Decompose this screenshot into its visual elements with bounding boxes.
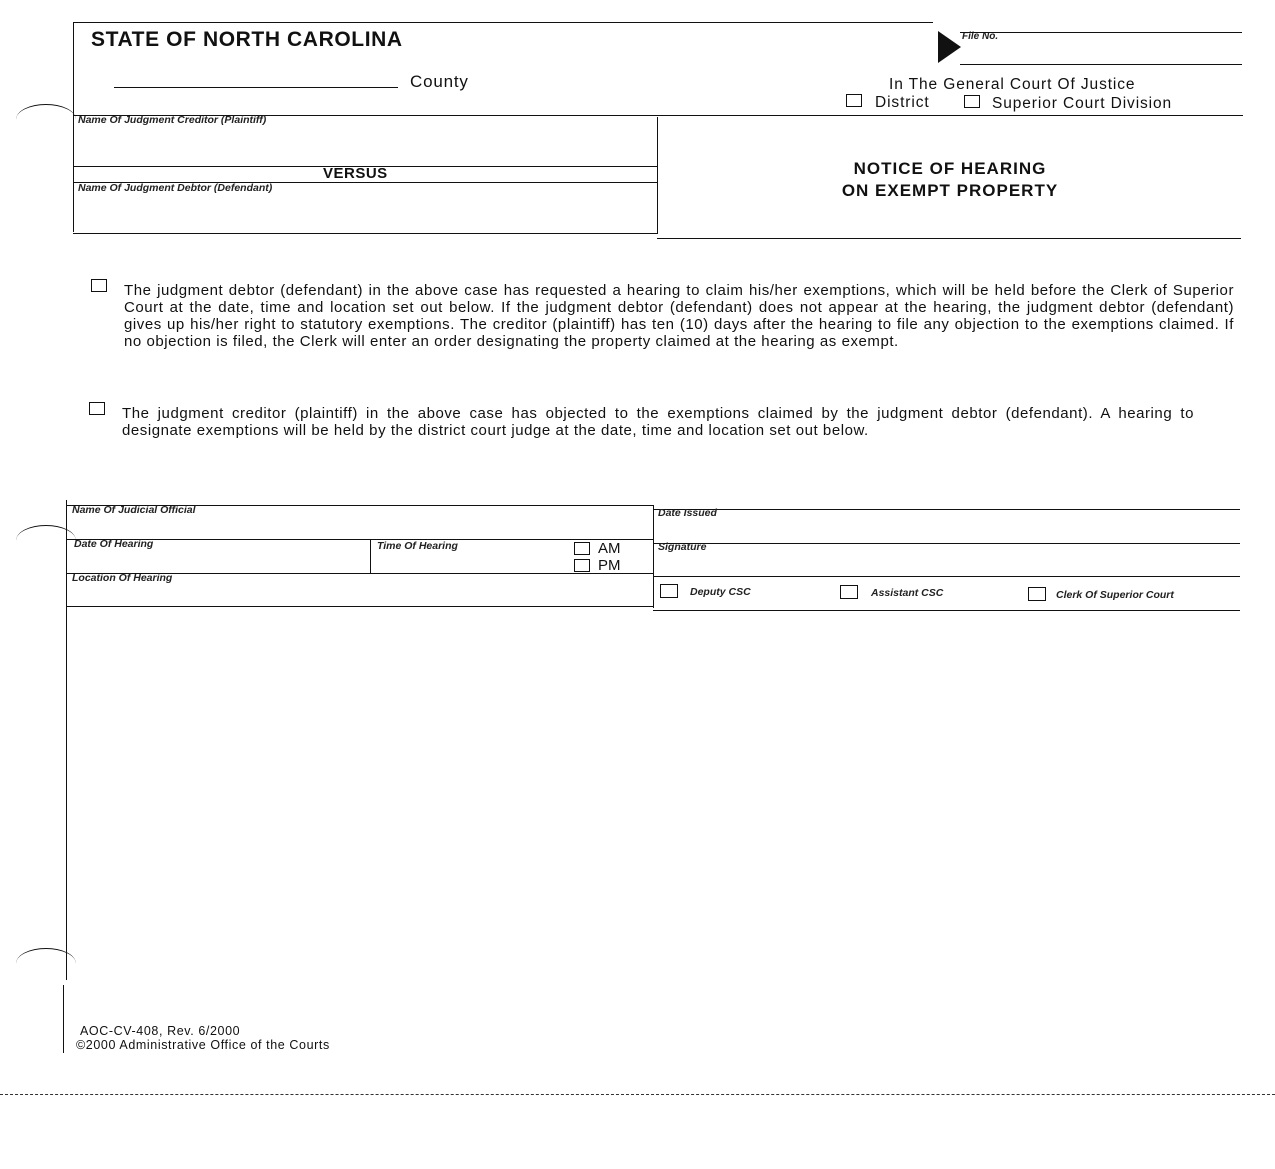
pm-checkbox[interactable] [574,559,590,572]
date-issued-field[interactable] [656,520,1236,540]
superior-court-checkbox[interactable] [964,95,980,108]
form-id: AOC-CV-408, Rev. 6/2000 [80,1024,241,1038]
clerk-superior-court-label: Clerk Of Superior Court [1056,589,1174,601]
time-of-hearing-field[interactable] [374,553,564,571]
pm-label: PM [598,557,621,574]
title-line-1: NOTICE OF HEARING [853,159,1047,178]
fields-center-divider [653,505,654,608]
date-of-hearing-field[interactable] [70,551,368,571]
debtor-label: Name Of Judgment Debtor (Defendant) [78,182,273,194]
location-of-hearing-field[interactable] [70,586,650,604]
versus-label: VERSUS [323,165,388,182]
fields-top-rule-right [653,509,1240,510]
time-divider [370,539,371,573]
option-2-checkbox[interactable] [89,402,105,415]
signature-field[interactable] [656,554,1236,574]
parties-divider [657,117,658,234]
left-margin-line-lower [63,985,64,1053]
row3-rule-right [653,576,1240,577]
deputy-csc-label: Deputy CSC [690,586,751,598]
file-no-arrow-icon [936,30,962,64]
state-title: STATE OF NORTH CAROLINA [91,28,403,51]
clerk-superior-court-checkbox[interactable] [1028,587,1046,601]
option-1-text: The judgment debtor (defendant) in the above case has requested a hearing to claim his/her exemptions, which will be held before the Clerk of Superior Court at the date, time and location set out below. If the judgment debtor (defendant) does not appear at the hearing, the judgment debtor (defendant) gives up his/her right to statutory exemptions. The creditor (plaintiff) has ten (10) days after the hearing to file any objection to the exemptions claimed. If no objection is filed, the Clerk will enter an order designating the property claimed at the hearing as exempt. [124,282,1234,350]
copyright: ©2000 Administrative Office of the Courts [76,1038,330,1052]
judicial-official-label: Name Of Judicial Official [72,504,196,516]
signature-label: Signature [658,541,707,553]
date-issued-label: Date Issued [658,507,717,519]
option-1-checkbox[interactable] [91,279,107,292]
parties-bottom-rule [73,233,657,234]
header-left-border [73,22,74,232]
creditor-name-field[interactable] [75,128,655,164]
assistant-csc-checkbox[interactable] [840,585,858,599]
date-of-hearing-label: Date Of Hearing [74,538,154,550]
option-2-text: The judgment creditor (plaintiff) in the above case has objected to the exemptions claimed by the judgment debtor (defendant). A hearing to designate exemptions will be held by the district court judge at the date, time and location set out below. [122,405,1194,439]
binder-hole-bottom [16,948,76,979]
district-label: District [875,94,930,111]
creditor-label: Name Of Judgment Creditor (Plaintiff) [78,114,267,126]
assistant-csc-label: Assistant CSC [871,587,944,599]
fields-bottom-rule-left [67,606,653,607]
court-name: In The General Court Of Justice [889,76,1136,93]
file-no-top-rule [960,32,1242,33]
binder-hole-middle [16,525,76,556]
header-top-rule [73,22,933,23]
am-label: AM [598,540,621,557]
left-margin-line [66,500,67,980]
file-no-field[interactable] [960,64,1242,65]
debtor-name-field[interactable] [75,196,655,232]
fields-bottom-rule-right [653,610,1240,611]
row2-rule-left [67,539,653,540]
district-checkbox[interactable] [846,94,862,107]
county-label: County [410,72,469,91]
am-checkbox[interactable] [574,542,590,555]
row2-rule-right [653,543,1240,544]
judicial-official-field[interactable] [70,517,650,537]
location-of-hearing-label: Location Of Hearing [72,572,173,584]
binder-hole-top [16,104,76,135]
county-line[interactable] [114,87,398,88]
file-no-label: File No. [962,31,999,42]
title-line-2: ON EXEMPT PROPERTY [841,181,1059,200]
notice-title [760,158,1140,202]
time-of-hearing-label: Time Of Hearing [377,540,458,552]
title-bottom-rule [657,238,1241,239]
page-cut-line [0,1094,1275,1095]
deputy-csc-checkbox[interactable] [660,584,678,598]
superior-court-label: Superior Court Division [992,95,1173,112]
